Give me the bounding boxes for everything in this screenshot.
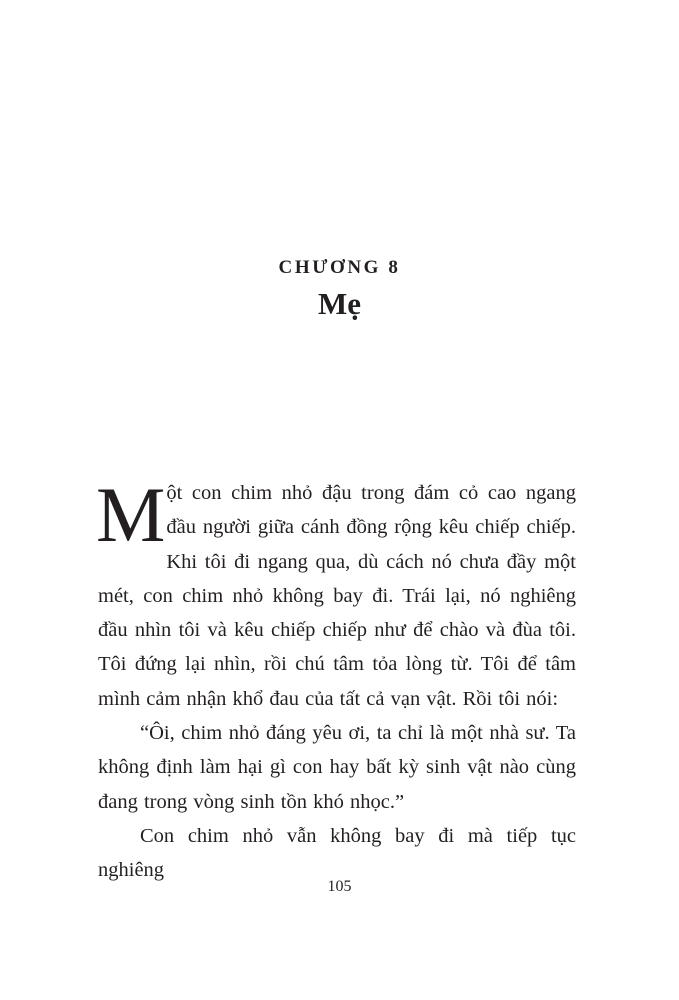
chapter-title: Mẹ: [317, 286, 362, 321]
chapter-label: CHƯƠNG 8: [278, 257, 401, 278]
paragraph: Con chim nhỏ vẫn không bay đi mà tiếp tục nghiêng: [98, 824, 576, 882]
paragraph: [96, 471, 576, 716]
paragraph-text: ột con chim nhỏ đậu trong đám cỏ cao ngang đầu người giữa cánh đồng rộng kêu chiếp chiếp. Khi tôi đi ngang qua, dù cách nó chưa đầy một mét, con chim nhỏ không bay đi. Trái lại, nó nghiêng đầu nhìn tôi và kêu chiếp chiếp như để chào và đùa tôi. Tôi đứng lại nhìn, rồi chú tâm tỏa lòng từ. Tôi để tâm mình cảm nhận khổ đau của tất cả vạn vật. Rồi tôi nói:: [98, 482, 576, 710]
page-number: 105: [327, 878, 352, 895]
body-text: [96, 471, 576, 888]
paragraph: “Ôi, chim nhỏ đáng yêu ơi, ta chỉ là một nhà sư. Ta không định làm hại gì con hay bất kỳ sinh vật nào cùng đang trong vòng sinh tồn khó nhọc.”: [98, 722, 576, 813]
drop-cap: M: [96, 471, 166, 558]
